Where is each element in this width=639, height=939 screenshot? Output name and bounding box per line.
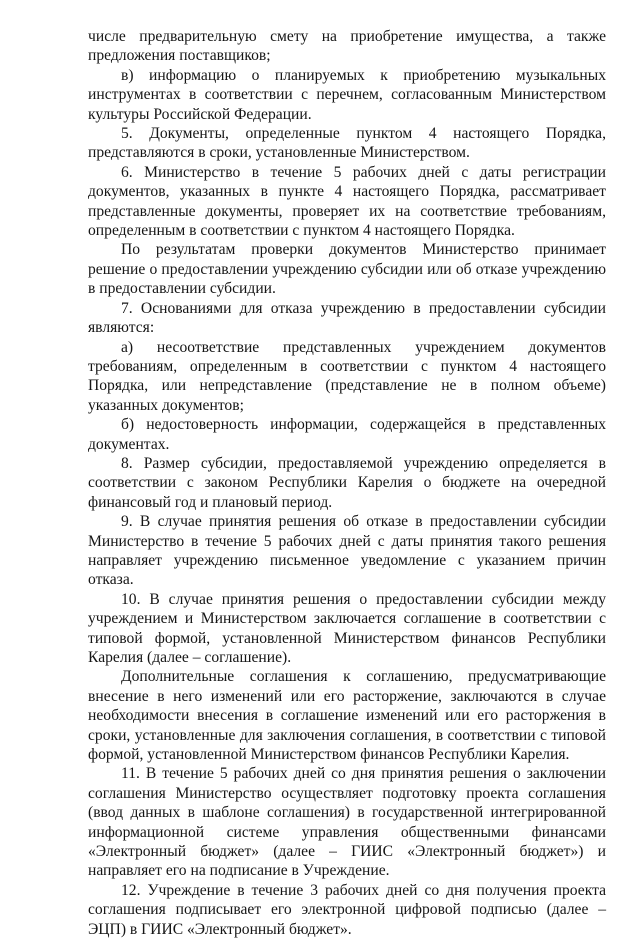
paragraph-10-additional: Дополнительные соглашения к соглашению, предусматривающие внесение в него изменений или его расторжение, заключаются в случае необходимости внесения в соглашение изменений или его расторжения в сроки, установленные для заключения соглашения, в соответствии с типовой формой, установленной Министерством финансов Республики Карелия. [88,668,606,764]
paragraph-12: 12. Учреждение в течение 3 рабочих дней со дня получения проекта соглашения подписывает его электронной цифровой подписью (далее – ЭЦП) в ГИИС «Электронный бюджет». [88,881,606,938]
document-body [88,27,606,939]
paragraph-5: 5. Документы, определенные пунктом 4 настоящего Порядка, представляются в сроки, установленные Министерством. [88,125,606,162]
paragraph-7-item-a: а) несоответствие представленных учреждением документов требованиям, определенным в соответствии с пунктом 4 настоящего Порядка, или непредставление (представление не в полном объеме) указанных документов; [88,338,606,414]
paragraph-8: 8. Размер субсидии, предоставляемой учреждению определяется в соответствии с законом Республики Карелия о бюджете на очередной финансовый год и плановый период. [88,454,606,511]
paragraph-7: 7. Основаниями для отказа учреждению в предоставлении субсидии являются: [88,299,606,337]
paragraph-continuation: числе предварительную смету на приобретение имущества, а также предложения поставщиков; [88,28,606,65]
paragraph-7-item-b: б) недостоверность информации, содержащейся в представленных документах. [88,416,606,453]
paragraph-6: 6. Министерство в течение 5 рабочих дней с даты регистрации документов, указанных в пункте 4 настоящего Порядка, рассматривает представленные документы, проверяет их на соответствие требованиям, определенным в соответствии с пунктом 4 настоящего Порядка. [88,163,606,240]
paragraph-9: 9. В случае принятия решения об отказе в предоставлении субсидии Министерство в течение 5 рабочих дней с даты принятия такого решения направляет учреждению письменное уведомление с указанием причин отказа. [88,513,606,589]
paragraph-10: 10. В случае принятия решения о предоставлении субсидии между учреждением и Министерством заключается соглашение в соответствии с типовой формой, установленной Министерством финансов Республики Карелия (далее – соглашение). [88,590,606,666]
paragraph-11: 11. В течение 5 рабочих дней со дня принятия решения о заключении соглашения Министерство осуществляет подготовку проекта соглашения (ввод данных в шаблоне соглашения) в государственной интегрированной информационной системе управления общественными финансами «Электронный бюджет» (далее – ГИИС «Электронный бюджет») и направляет его на подписание в Учреждение. [88,765,606,880]
paragraph-6-decision: По результатам проверки документов Министерство принимает решение о предоставлении учреждению субсидии или об отказе учреждению в предоставлении субсидии. [88,241,606,298]
paragraph-item-v: в) информацию о планируемых к приобретению музыкальных инструментах в соответствии с перечнем, согласованным Министерством культуры Российской Федерации. [88,66,606,123]
